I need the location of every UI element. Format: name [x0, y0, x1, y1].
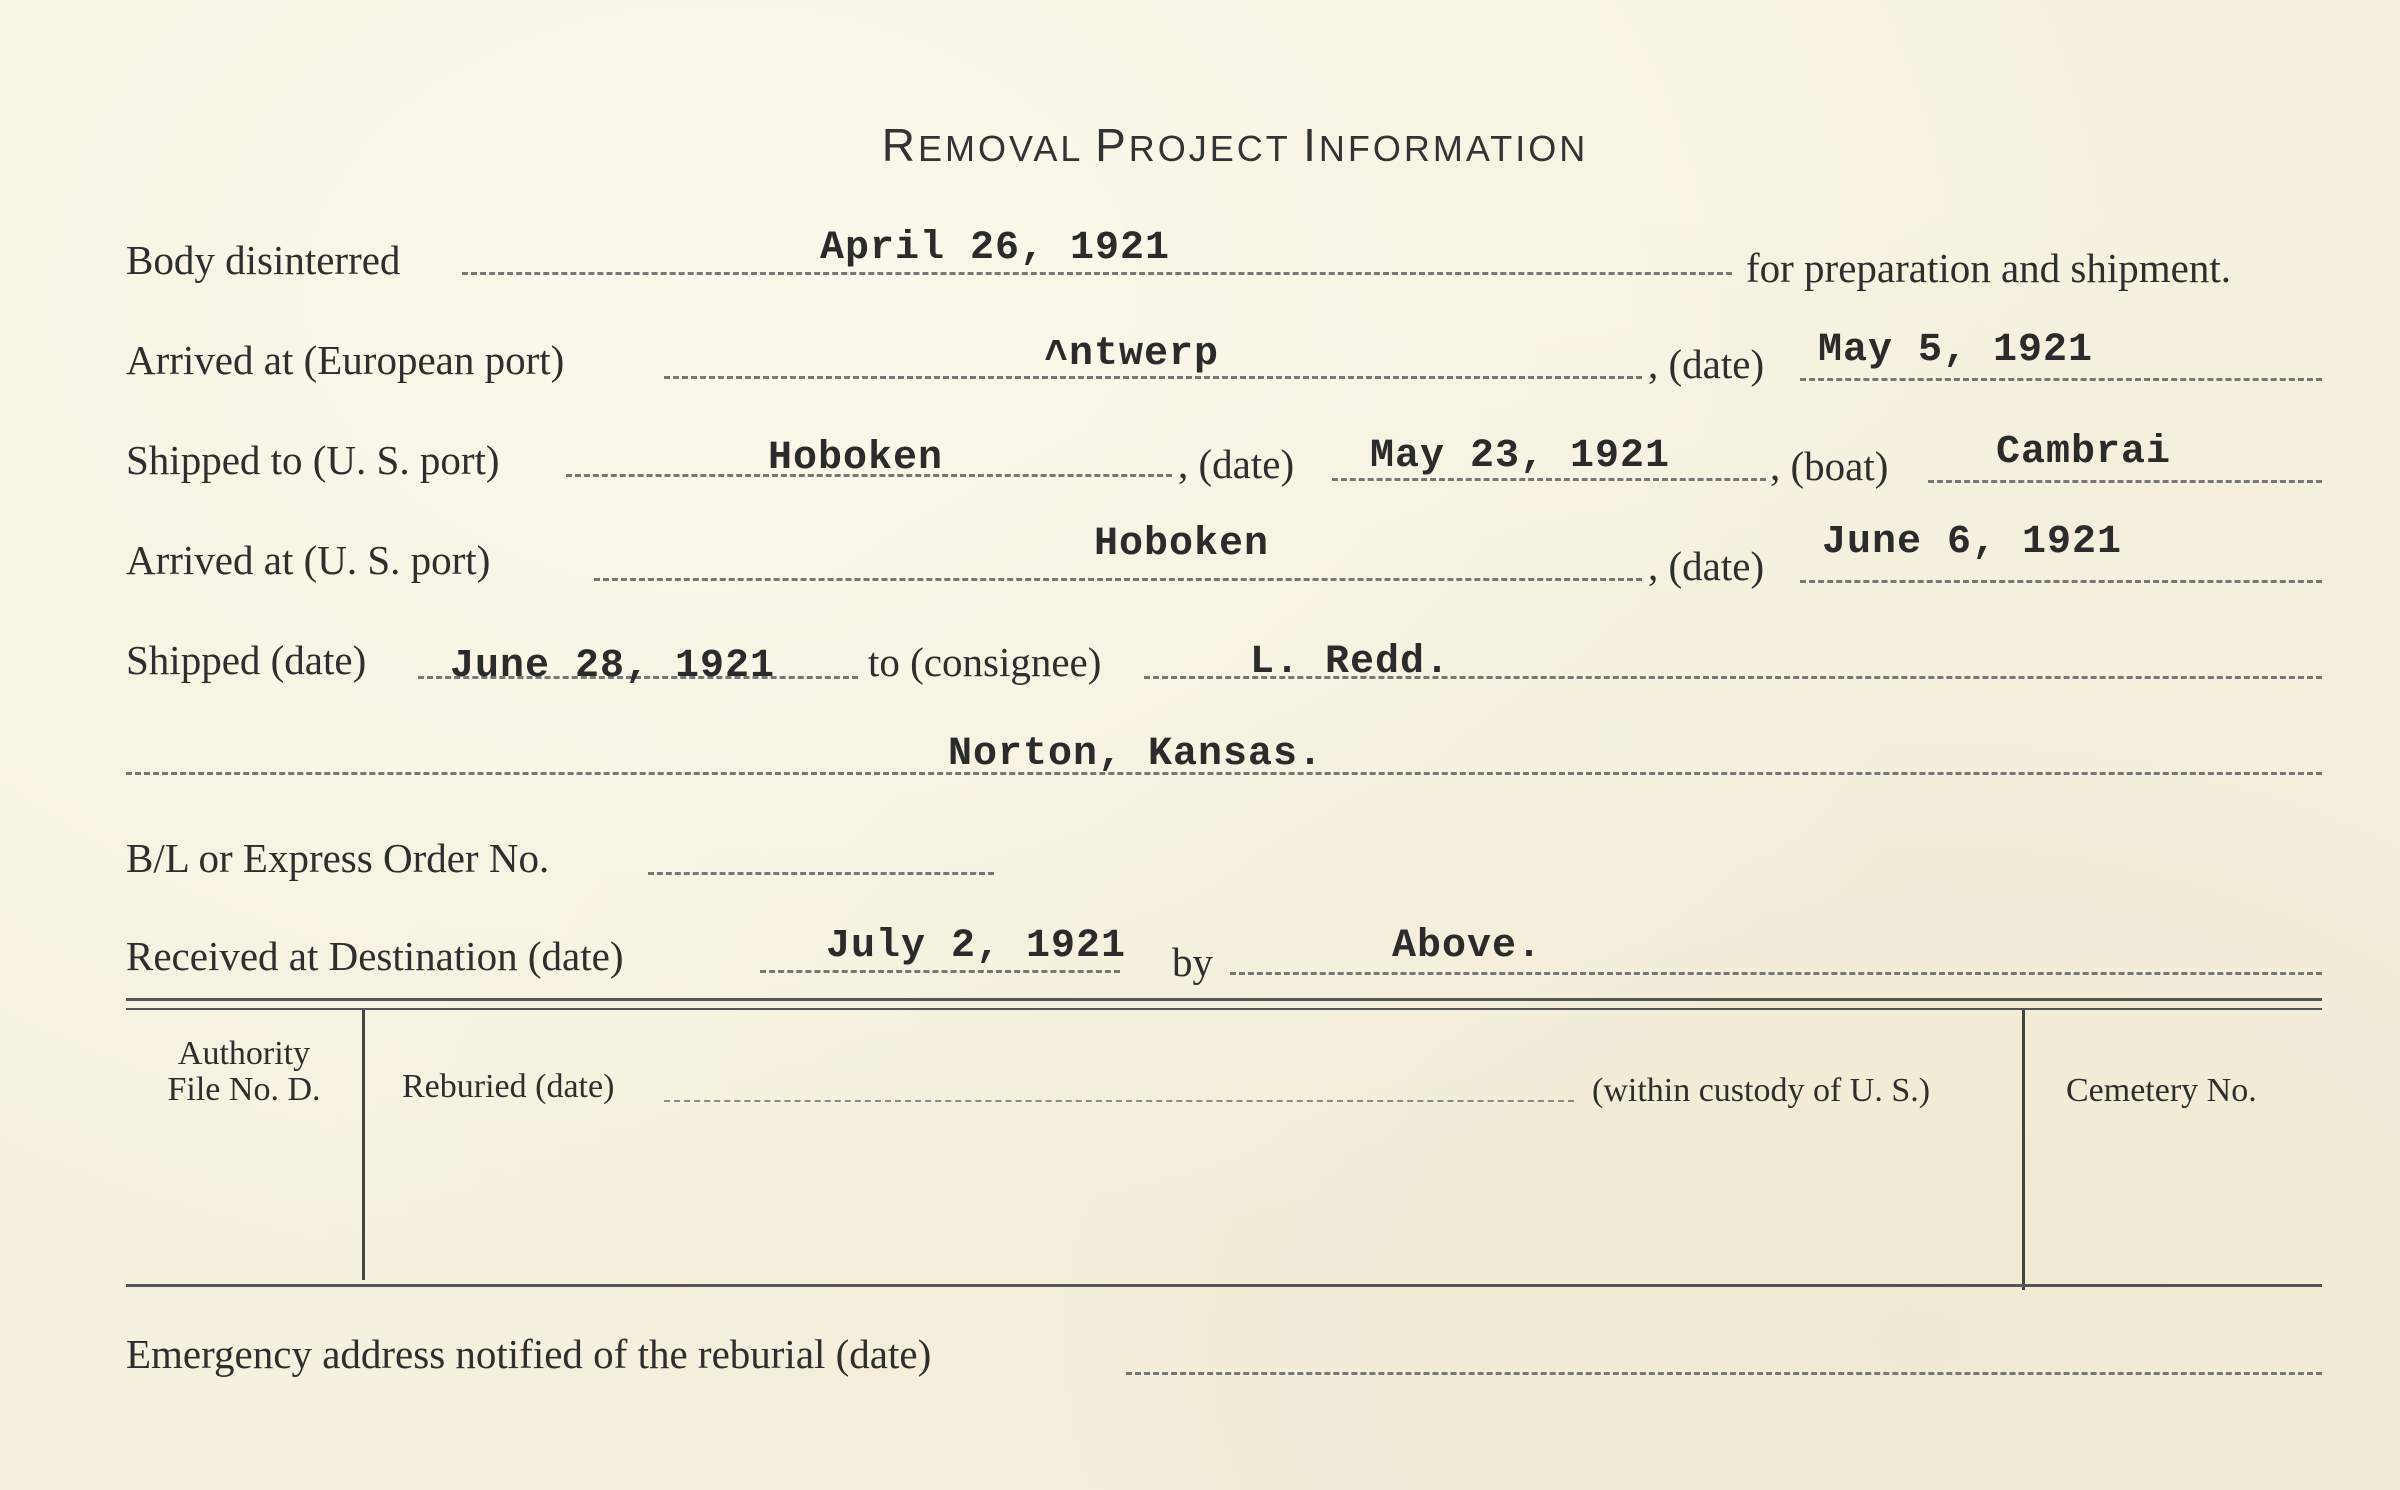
shipped-date2-value: June 28, 1921 [450, 644, 776, 689]
received-by-value: Above. [1392, 924, 1543, 969]
boat-value: Cambrai [1996, 430, 2172, 475]
arrived-date-line [1800, 580, 2322, 583]
european-port-value: ˄ntwerp [1044, 332, 1220, 377]
received-destination-value: July 2, 1921 [826, 924, 1127, 969]
title-letter: I [1303, 119, 1319, 171]
shipped-date2-label: Shipped (date) [126, 637, 367, 683]
consignee-value: L. Redd. [1250, 640, 1451, 685]
arrived-date-value: June 6, 1921 [1822, 520, 2123, 565]
page-title [0, 118, 2400, 172]
express-order-line [648, 872, 994, 875]
us-port-arrived-line [594, 578, 1642, 581]
arrived-date-label: , (date) [1648, 543, 1765, 589]
table-top-rule [126, 998, 2322, 1001]
shipped-date-value: May 23, 1921 [1370, 434, 1671, 479]
body-disinterred-value: April 26, 1921 [820, 226, 1171, 271]
authority-line-1: Authority [177, 1035, 311, 1072]
table-top-rule-inner [126, 1008, 2322, 1010]
consignee-address-value: Norton, Kansas. [948, 732, 1324, 777]
table-bottom-rule [126, 1284, 2322, 1287]
us-port-shipped-value: Hoboken [768, 436, 944, 481]
received-by-label: by [1172, 939, 1213, 985]
emergency-address-label: Emergency address notified of the reburial (date) [126, 1331, 932, 1377]
consignee-label: to (consignee) [868, 639, 1102, 685]
received-by-line [1230, 972, 2322, 975]
us-port-arrived-label: Arrived at (U. S. port) [126, 537, 491, 583]
reburied-label: Reburied (date) [402, 1068, 615, 1105]
emergency-address-line [1126, 1372, 2322, 1375]
table-divider-left [362, 1010, 365, 1280]
reburied-line [664, 1100, 1574, 1102]
received-destination-line [760, 970, 1120, 973]
received-destination-label: Received at Destination (date) [126, 933, 624, 979]
shipped-date-label: , (date) [1178, 441, 1295, 487]
european-port-label: Arrived at (European port) [126, 337, 565, 383]
table-divider-right [2022, 1010, 2025, 1290]
european-date-label: , (date) [1648, 341, 1765, 387]
authority-line-2: File No. D. [167, 1071, 321, 1108]
european-date-line [1800, 378, 2322, 381]
title-word: EMOVAL [918, 128, 1096, 169]
title-word: ROJECT [1128, 128, 1304, 169]
body-disinterred-label: Body disinterred [126, 237, 401, 283]
title-letter: R [881, 119, 919, 171]
express-order-label: B/L or Express Order No. [126, 835, 550, 881]
authority-file-label [126, 1036, 362, 1108]
boat-line [1928, 480, 2322, 483]
us-port-shipped-label: Shipped to (U. S. port) [126, 437, 500, 483]
us-port-arrived-value: Hoboken [1094, 522, 1270, 567]
title-word: NFORMATION [1318, 128, 1589, 169]
european-date-value: May 5, 1921 [1818, 328, 2094, 373]
title-letter: P [1095, 119, 1129, 171]
boat-label: , (boat) [1770, 443, 1889, 489]
body-disinterred-line [462, 272, 1732, 275]
cemetery-number-label: Cemetery No. [2066, 1072, 2257, 1109]
preparation-shipment-label: for preparation and shipment. [1746, 245, 2232, 291]
custody-label: (within custody of U. S.) [1592, 1072, 1931, 1109]
